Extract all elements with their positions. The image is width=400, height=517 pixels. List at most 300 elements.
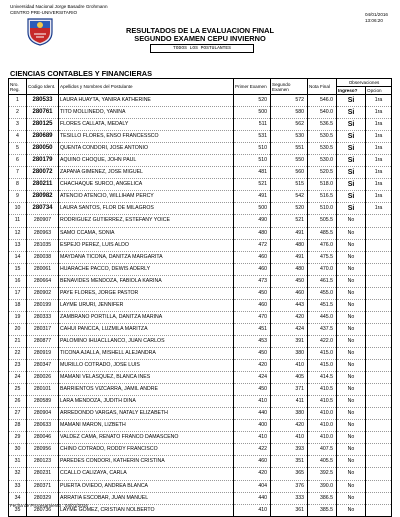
- second-exam-score: 450: [271, 275, 308, 287]
- applicant-code: 280026: [27, 372, 59, 384]
- row-number: 17: [9, 287, 27, 299]
- row-number: 5: [9, 143, 27, 155]
- final-score: 505.5: [308, 215, 337, 227]
- applicant-code: 280317: [27, 323, 59, 335]
- final-score: 390.0: [308, 480, 337, 492]
- first-exam-score: 453: [234, 335, 271, 347]
- row-number: 15: [9, 263, 27, 275]
- first-exam-score: 511: [234, 119, 271, 131]
- applicant-code: 280101: [27, 384, 59, 396]
- first-exam-score: 424: [234, 372, 271, 384]
- final-score: 536.5: [308, 119, 337, 131]
- first-exam-score: 480: [234, 227, 271, 239]
- option-rank: 1ra: [366, 191, 392, 203]
- admitted-status: No: [337, 372, 366, 384]
- row-number: 16: [9, 275, 27, 287]
- row-number: 4: [9, 131, 27, 143]
- first-exam-score: 410: [234, 432, 271, 444]
- admitted-status: Si: [337, 179, 366, 191]
- row-number: 18: [9, 299, 27, 311]
- first-exam-score: 520: [234, 95, 271, 107]
- applicant-code: 280046: [27, 432, 59, 444]
- table-row: [9, 468, 392, 480]
- first-exam-score: 450: [234, 287, 271, 299]
- admitted-status: No: [337, 347, 366, 359]
- applicant-name: CCALLO CALIZAYA, CARLA: [59, 468, 234, 480]
- col-ingreso: Ingreso?: [337, 87, 366, 95]
- table-row: [9, 107, 392, 119]
- row-number: 11: [9, 215, 27, 227]
- applicant-name: PAREDES CONDORI, KATHERIN CRISTINA: [59, 456, 234, 468]
- table-row: [9, 251, 392, 263]
- option-rank: [366, 311, 392, 323]
- table-row: [9, 167, 392, 179]
- first-exam-score: 410: [234, 396, 271, 408]
- col-segundo: Segundo Examen: [271, 79, 308, 95]
- applicant-name: SAMO CCAMA, SONIA: [59, 227, 234, 239]
- table-row: [9, 179, 392, 191]
- final-score: 475.5: [308, 251, 337, 263]
- first-exam-score: 473: [234, 275, 271, 287]
- row-number: 3: [9, 119, 27, 131]
- filter-badge: TODOS LOS POSTULANTES: [150, 44, 254, 53]
- second-exam-score: 515: [271, 179, 308, 191]
- first-exam-score: 420: [234, 360, 271, 372]
- final-score: 410.5: [308, 396, 337, 408]
- option-rank: [366, 468, 392, 480]
- second-exam-score: 460: [271, 287, 308, 299]
- first-exam-score: 440: [234, 492, 271, 504]
- admitted-status: No: [337, 287, 366, 299]
- option-rank: [366, 480, 392, 492]
- table-row: [9, 203, 392, 215]
- applicant-name: BENAVIDES MENDOZA, FABIOLA KARINA: [59, 275, 234, 287]
- final-score: 415.0: [308, 347, 337, 359]
- final-score: 451.5: [308, 299, 337, 311]
- university-name: Universidad Nacional Jorge Basadre Grohmann: [10, 4, 108, 9]
- admitted-status: No: [337, 360, 366, 372]
- first-exam-score: 460: [234, 263, 271, 275]
- report-subtitle: SEGUNDO EXAMEN CEPU INVIERNO: [134, 34, 266, 43]
- col-codigo: Codigo Ident.: [27, 79, 59, 95]
- final-score: 445.0: [308, 311, 337, 323]
- option-rank: 1ra: [366, 203, 392, 215]
- second-exam-score: 391: [271, 335, 308, 347]
- admitted-status: No: [337, 335, 366, 347]
- admitted-status: Si: [337, 155, 366, 167]
- table-row: [9, 119, 392, 131]
- admitted-status: Si: [337, 191, 366, 203]
- row-number: 1: [9, 95, 27, 107]
- applicant-name: MAYDANA TICONA, DANITZA MARGARITA: [59, 251, 234, 263]
- applicant-name: ATENCIO ATENCIO, WILLIHAM PERCY: [59, 191, 234, 203]
- row-number: 34: [9, 492, 27, 504]
- second-exam-score: 521: [271, 215, 308, 227]
- row-number: 21: [9, 335, 27, 347]
- applicant-code: 280199: [27, 299, 59, 311]
- first-exam-score: 531: [234, 131, 271, 143]
- option-rank: [366, 275, 392, 287]
- table-row: [9, 480, 392, 492]
- table-row: [9, 432, 392, 444]
- option-rank: [366, 372, 392, 384]
- final-score: 455.0: [308, 287, 337, 299]
- row-number: 31: [9, 456, 27, 468]
- applicant-code: 280689: [27, 131, 59, 143]
- applicant-code: 280347: [27, 360, 59, 372]
- col-nota: Nota Final: [308, 79, 337, 95]
- table-row: [9, 275, 392, 287]
- row-number: 29: [9, 432, 27, 444]
- option-rank: [366, 335, 392, 347]
- option-rank: [366, 384, 392, 396]
- admitted-status: Si: [337, 119, 366, 131]
- second-exam-score: 443: [271, 299, 308, 311]
- second-exam-score: 380: [271, 347, 308, 359]
- final-score: 385.5: [308, 504, 337, 516]
- first-exam-score: 490: [234, 215, 271, 227]
- applicant-code: 280904: [27, 408, 59, 420]
- applicant-code: 280050: [27, 143, 59, 155]
- option-rank: 1ra: [366, 95, 392, 107]
- final-score: 405.5: [308, 456, 337, 468]
- admitted-status: Si: [337, 143, 366, 155]
- admitted-status: No: [337, 227, 366, 239]
- applicant-code: 280125: [27, 119, 59, 131]
- applicant-code: 280211: [27, 179, 59, 191]
- applicant-code: 280123: [27, 456, 59, 468]
- admitted-status: No: [337, 480, 366, 492]
- table-row: [9, 323, 392, 335]
- second-exam-score: 393: [271, 444, 308, 456]
- option-rank: [366, 456, 392, 468]
- second-exam-score: 361: [271, 504, 308, 516]
- row-number: 33: [9, 480, 27, 492]
- first-exam-score: 500: [234, 107, 271, 119]
- table-row: [9, 143, 392, 155]
- final-score: 476.0: [308, 239, 337, 251]
- option-rank: [366, 287, 392, 299]
- final-score: 410.5: [308, 384, 337, 396]
- second-exam-score: 411: [271, 396, 308, 408]
- second-exam-score: 551: [271, 143, 308, 155]
- table-row: [9, 227, 392, 239]
- final-score: 520.5: [308, 167, 337, 179]
- admitted-status: No: [337, 492, 366, 504]
- final-score: 422.0: [308, 335, 337, 347]
- first-exam-score: 400: [234, 420, 271, 432]
- admitted-status: No: [337, 275, 366, 287]
- applicant-code: 280982: [27, 191, 59, 203]
- option-rank: 1ra: [366, 119, 392, 131]
- final-score: 410.0: [308, 420, 337, 432]
- applicant-name: PAYE FLORES, JORGE PASTOR: [59, 287, 234, 299]
- row-number: 14: [9, 251, 27, 263]
- first-exam-score: 460: [234, 299, 271, 311]
- applicant-code: 280333: [27, 311, 59, 323]
- second-exam-score: 420: [271, 420, 308, 432]
- applicant-name: LAYME GOMEZ, CRISTIAN NOLBERTO: [59, 504, 234, 516]
- second-exam-score: 424: [271, 323, 308, 335]
- applicant-name: CHINO COTRADO, RODDY FRANCISCO: [59, 444, 234, 456]
- applicant-code: 280761: [27, 107, 59, 119]
- applicant-name: TICONA AJALLA, MISHELL ALEJANDRA: [59, 347, 234, 359]
- col-opcion: Opcion: [366, 87, 392, 95]
- table-row: [9, 131, 392, 143]
- program-title: CIENCIAS CONTABLES Y FINANCIERAS: [10, 69, 153, 78]
- applicant-name: CHACHAQUE SURCO, ANGELICA: [59, 179, 234, 191]
- second-exam-score: 542: [271, 191, 308, 203]
- first-exam-score: 420: [234, 468, 271, 480]
- applicant-code: 280907: [27, 215, 59, 227]
- applicant-name: FLORES CALLATA, MEDALY: [59, 119, 234, 131]
- second-exam-score: 365: [271, 468, 308, 480]
- row-number: 35: [9, 504, 27, 516]
- final-score: 510.0: [308, 203, 337, 215]
- admitted-status: Si: [337, 167, 366, 179]
- first-exam-score: 460: [234, 456, 271, 468]
- first-exam-score: 472: [234, 239, 271, 251]
- option-rank: 1ra: [366, 155, 392, 167]
- applicant-name: LAURA SANTOS, FLOR DE MILAGROS: [59, 203, 234, 215]
- row-number: 10: [9, 203, 27, 215]
- applicant-name: ARREDONDO VARGAS, NATALY ELIZABETH: [59, 408, 234, 420]
- second-exam-score: 562: [271, 119, 308, 131]
- second-exam-score: 491: [271, 251, 308, 263]
- admitted-status: Si: [337, 131, 366, 143]
- option-rank: [366, 492, 392, 504]
- applicant-code: 280038: [27, 251, 59, 263]
- first-exam-score: 510: [234, 143, 271, 155]
- col-nro: Nro. Reg.: [9, 79, 27, 95]
- table-row: [9, 215, 392, 227]
- row-number: 20: [9, 323, 27, 335]
- table-row: [9, 155, 392, 167]
- first-exam-score: 404: [234, 480, 271, 492]
- report-title: RESULTADOS DE LA EVALUACION FINAL: [126, 26, 274, 35]
- first-exam-score: 470: [234, 311, 271, 323]
- first-exam-score: 491: [234, 191, 271, 203]
- second-exam-score: 560: [271, 167, 308, 179]
- second-exam-score: 580: [271, 107, 308, 119]
- final-score: 461.5: [308, 275, 337, 287]
- option-rank: [366, 432, 392, 444]
- option-rank: [366, 323, 392, 335]
- applicant-name: AQUINO CHOQUE, JOHN PAUL: [59, 155, 234, 167]
- second-exam-score: 410: [271, 432, 308, 444]
- option-rank: 1ra: [366, 131, 392, 143]
- second-exam-score: 520: [271, 203, 308, 215]
- applicant-name: ZAPANA GIMENEZ, JOSE MIGUEL: [59, 167, 234, 179]
- admitted-status: No: [337, 215, 366, 227]
- second-exam-score: 491: [271, 227, 308, 239]
- admitted-status: No: [337, 396, 366, 408]
- second-exam-score: 530: [271, 131, 308, 143]
- admitted-status: No: [337, 432, 366, 444]
- first-exam-score: 440: [234, 408, 271, 420]
- option-rank: [366, 263, 392, 275]
- first-exam-score: 422: [234, 444, 271, 456]
- applicant-code: 280231: [27, 468, 59, 480]
- institution-header: [10, 4, 108, 15]
- row-number: 7: [9, 167, 27, 179]
- applicant-name: PALOMINO IHUACLLANCO, JUAN CARLOS: [59, 335, 234, 347]
- print-datetime: [365, 12, 388, 24]
- first-exam-score: 500: [234, 203, 271, 215]
- table-row: [9, 444, 392, 456]
- option-rank: 1ra: [366, 107, 392, 119]
- option-rank: [366, 444, 392, 456]
- second-exam-score: 405: [271, 372, 308, 384]
- option-rank: [366, 408, 392, 420]
- option-rank: [366, 347, 392, 359]
- option-rank: [366, 251, 392, 263]
- final-score: 540.0: [308, 107, 337, 119]
- row-number: 28: [9, 420, 27, 432]
- first-exam-score: 450: [234, 347, 271, 359]
- table-row: [9, 311, 392, 323]
- processing-date: Fecha de Procesamiento : 04/01/2016: [10, 503, 88, 508]
- applicant-name: HUARACHE PACCO, DEWIS ADERLY: [59, 263, 234, 275]
- admitted-status: No: [337, 299, 366, 311]
- applicant-code: 280633: [27, 420, 59, 432]
- option-rank: [366, 227, 392, 239]
- table-row: [9, 456, 392, 468]
- applicant-name: ARRATIA ESCOBAR, JUAN MANUEL: [59, 492, 234, 504]
- admitted-status: No: [337, 251, 366, 263]
- final-score: 410.0: [308, 432, 337, 444]
- second-exam-score: 420: [271, 311, 308, 323]
- final-score: 518.0: [308, 179, 337, 191]
- option-rank: [366, 396, 392, 408]
- final-score: 386.5: [308, 492, 337, 504]
- row-number: 19: [9, 311, 27, 323]
- applicant-code: 280734: [27, 203, 59, 215]
- applicant-code: 280179: [27, 155, 59, 167]
- admitted-status: Si: [337, 203, 366, 215]
- table-row: [9, 360, 392, 372]
- table-row: [9, 347, 392, 359]
- option-rank: [366, 239, 392, 251]
- applicant-code: 280956: [27, 444, 59, 456]
- second-exam-score: 380: [271, 408, 308, 420]
- row-number: 9: [9, 191, 27, 203]
- applicant-name: ZAMBRANO PORTILLA, DANITZA MARINA: [59, 311, 234, 323]
- table-row: [9, 384, 392, 396]
- admitted-status: No: [337, 456, 366, 468]
- applicant-name: ESPEJO PEREZ, LUIS ALDO: [59, 239, 234, 251]
- row-number: 12: [9, 227, 27, 239]
- row-number: 30: [9, 444, 27, 456]
- results-table: [8, 78, 392, 517]
- second-exam-score: 333: [271, 492, 308, 504]
- option-rank: [366, 360, 392, 372]
- final-score: 546.0: [308, 95, 337, 107]
- applicant-name: CAHUI PANCCA, LUZMILA MARITZA: [59, 323, 234, 335]
- option-rank: [366, 420, 392, 432]
- applicant-name: LAURA HUAYTA, YANIRA KATHERINE: [59, 95, 234, 107]
- col-observaciones: Observaciones: [337, 79, 392, 87]
- second-exam-score: 550: [271, 155, 308, 167]
- applicant-name: LARA MENDOZA, JUDITH DINA: [59, 396, 234, 408]
- admitted-status: Si: [337, 107, 366, 119]
- option-rank: [366, 215, 392, 227]
- final-score: 530.0: [308, 155, 337, 167]
- first-exam-score: 410: [234, 504, 271, 516]
- table-row: [9, 408, 392, 420]
- table-row: [9, 420, 392, 432]
- first-exam-score: 450: [234, 384, 271, 396]
- center-name: CENTRO PRE-UNIVERSITARIO: [10, 9, 78, 15]
- first-exam-score: 451: [234, 323, 271, 335]
- table-row: [9, 396, 392, 408]
- option-rank: [366, 299, 392, 311]
- second-exam-score: 371: [271, 384, 308, 396]
- print-time: 13:06:20: [365, 18, 383, 23]
- second-exam-score: 376: [271, 480, 308, 492]
- admitted-status: No: [337, 420, 366, 432]
- applicant-code: 280664: [27, 275, 59, 287]
- admitted-status: Si: [337, 95, 366, 107]
- table-row: [9, 263, 392, 275]
- admitted-status: No: [337, 263, 366, 275]
- row-number: 25: [9, 384, 27, 396]
- second-exam-score: 480: [271, 263, 308, 275]
- first-exam-score: 510: [234, 155, 271, 167]
- first-exam-score: 521: [234, 179, 271, 191]
- second-exam-score: 351: [271, 456, 308, 468]
- applicant-code: 280061: [27, 263, 59, 275]
- col-nombre: Apellidos y Nombres del Postulante: [59, 79, 234, 95]
- admitted-status: No: [337, 468, 366, 480]
- final-score: 530.5: [308, 131, 337, 143]
- table-row: [9, 239, 392, 251]
- applicant-code: 280589: [27, 396, 59, 408]
- applicant-code: 280877: [27, 335, 59, 347]
- applicant-name: RODRIGUEZ GUTIERREZ, ESTEFANY YOICE: [59, 215, 234, 227]
- applicant-code: 280919: [27, 347, 59, 359]
- admitted-status: No: [337, 408, 366, 420]
- admitted-status: No: [337, 311, 366, 323]
- admitted-status: No: [337, 239, 366, 251]
- row-number: 6: [9, 155, 27, 167]
- row-number: 22: [9, 347, 27, 359]
- row-number: 24: [9, 372, 27, 384]
- applicant-code: 280736: [27, 504, 59, 516]
- table-row: [9, 299, 392, 311]
- option-rank: 1ra: [366, 179, 392, 191]
- admitted-status: No: [337, 504, 366, 516]
- final-score: 437.5: [308, 323, 337, 335]
- row-number: 32: [9, 468, 27, 480]
- row-number: 26: [9, 396, 27, 408]
- second-exam-score: 480: [271, 239, 308, 251]
- option-rank: 1ra: [366, 143, 392, 155]
- option-rank: 1ra: [366, 167, 392, 179]
- row-number: 13: [9, 239, 27, 251]
- applicant-name: QUENTA CONDORI, JOSE ANTONIO: [59, 143, 234, 155]
- final-score: 410.0: [308, 408, 337, 420]
- applicant-code: 280902: [27, 287, 59, 299]
- admitted-status: No: [337, 323, 366, 335]
- applicant-name: VALDEZ CAMA, RENATO FRANCO DAMASCENO: [59, 432, 234, 444]
- applicant-code: 280072: [27, 167, 59, 179]
- final-score: 414.5: [308, 372, 337, 384]
- applicant-name: PUERTA OVIEDO, ANDREA BLANCA: [59, 480, 234, 492]
- applicant-code: 280533: [27, 95, 59, 107]
- row-number: 2: [9, 107, 27, 119]
- applicant-code: 280329: [27, 492, 59, 504]
